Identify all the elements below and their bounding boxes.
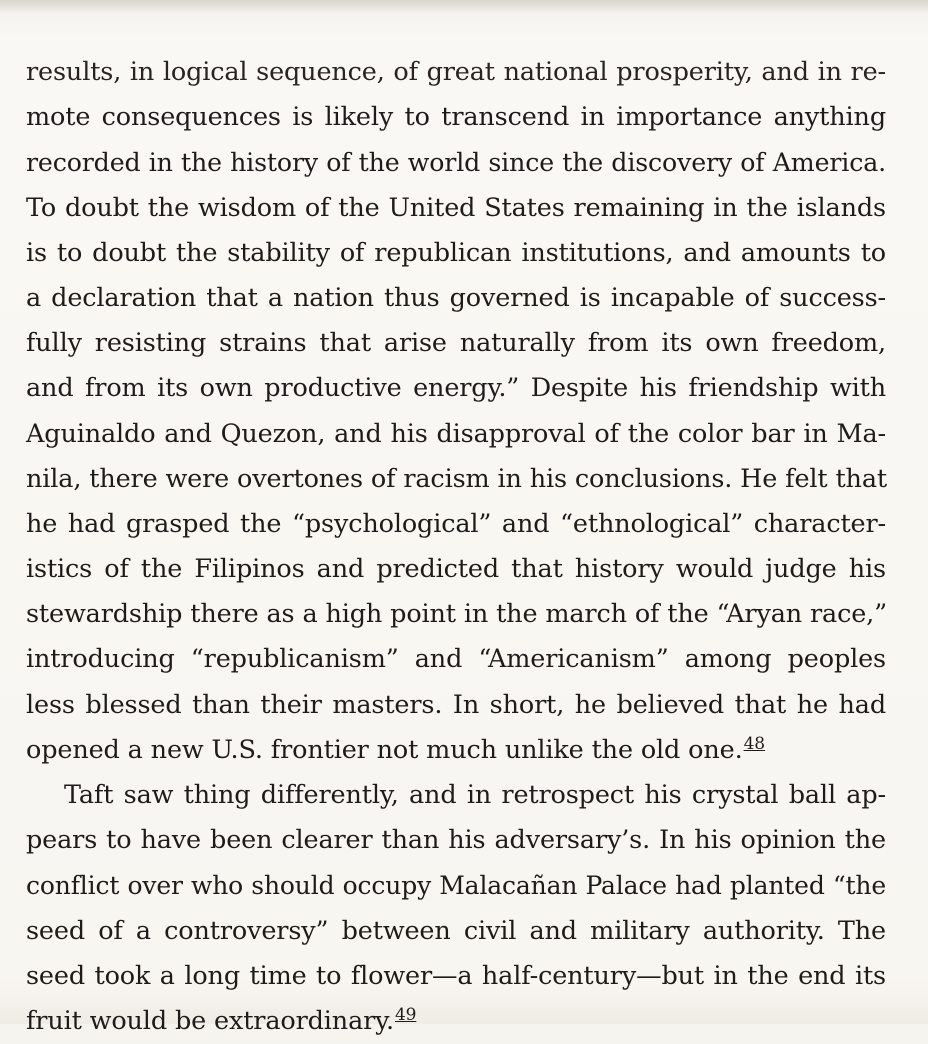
text-line-content: fruit would be extraordinary. xyxy=(26,1005,394,1036)
text-line: pears to have been clearer than his adversary’s. In his opinion the xyxy=(26,825,886,856)
text-line: conflict over who should occupy Malacañan Palace had planted “the xyxy=(26,871,886,901)
text-line: mote consequences is likely to transcend in importance anything xyxy=(26,102,886,133)
text-line: is to doubt the stability of republican institutions, and amounts to xyxy=(26,237,886,268)
text-line: a declaration that a nation thus governed is incapable of success- xyxy=(26,282,886,313)
text-line: nila, there were overtones of racism in his conclusions. He felt that xyxy=(26,463,887,494)
text-line: Taft saw thing differently, and in retrospect his crystal ball ap- xyxy=(64,780,886,810)
text-line: he had grasped the “psychological” and “ethnological” character- xyxy=(26,508,886,539)
text-line xyxy=(26,728,886,773)
text-line: seed of a controversy” between civil and military authority. The xyxy=(26,915,886,946)
text-line: recorded in the history of the world since the discovery of America. xyxy=(26,148,886,178)
text-line: and from its own productive energy.” Despite his friendship with xyxy=(26,373,886,404)
page-edge-shadow xyxy=(0,0,928,14)
text-line-content: opened a new U.S. frontier not much unlike the old one. xyxy=(26,734,743,765)
text-line: fully resisting strains that arise naturally from its own freedom, xyxy=(26,328,886,359)
text-line: introducing “republicanism” and “Americanism” among peoples xyxy=(26,644,886,675)
text-line: less blessed than their masters. In short, he believed that he had xyxy=(26,689,886,720)
body-text xyxy=(26,50,886,1044)
text-line xyxy=(26,999,886,1044)
text-line: To doubt the wisdom of the United States remaining in the islands xyxy=(26,192,886,223)
text-line: seed took a long time to flower—a half-century—but in the end its xyxy=(26,960,886,991)
paragraph-1 xyxy=(26,50,886,773)
text-line: results, in logical sequence, of great national prosperity, and in re- xyxy=(26,57,886,87)
text-line: istics of the Filipinos and predicted that history would judge his xyxy=(26,554,886,585)
text-line: stewardship there as a high point in the march of the “Aryan race,” xyxy=(26,599,887,630)
text-line: Aguinaldo and Quezon, and his disapproval of the color bar in Ma- xyxy=(26,418,886,449)
paragraph-2 xyxy=(26,773,886,1044)
footnote-48-link[interactable]: 48 xyxy=(743,733,765,754)
footnote-49-link[interactable]: 49 xyxy=(395,1004,417,1025)
